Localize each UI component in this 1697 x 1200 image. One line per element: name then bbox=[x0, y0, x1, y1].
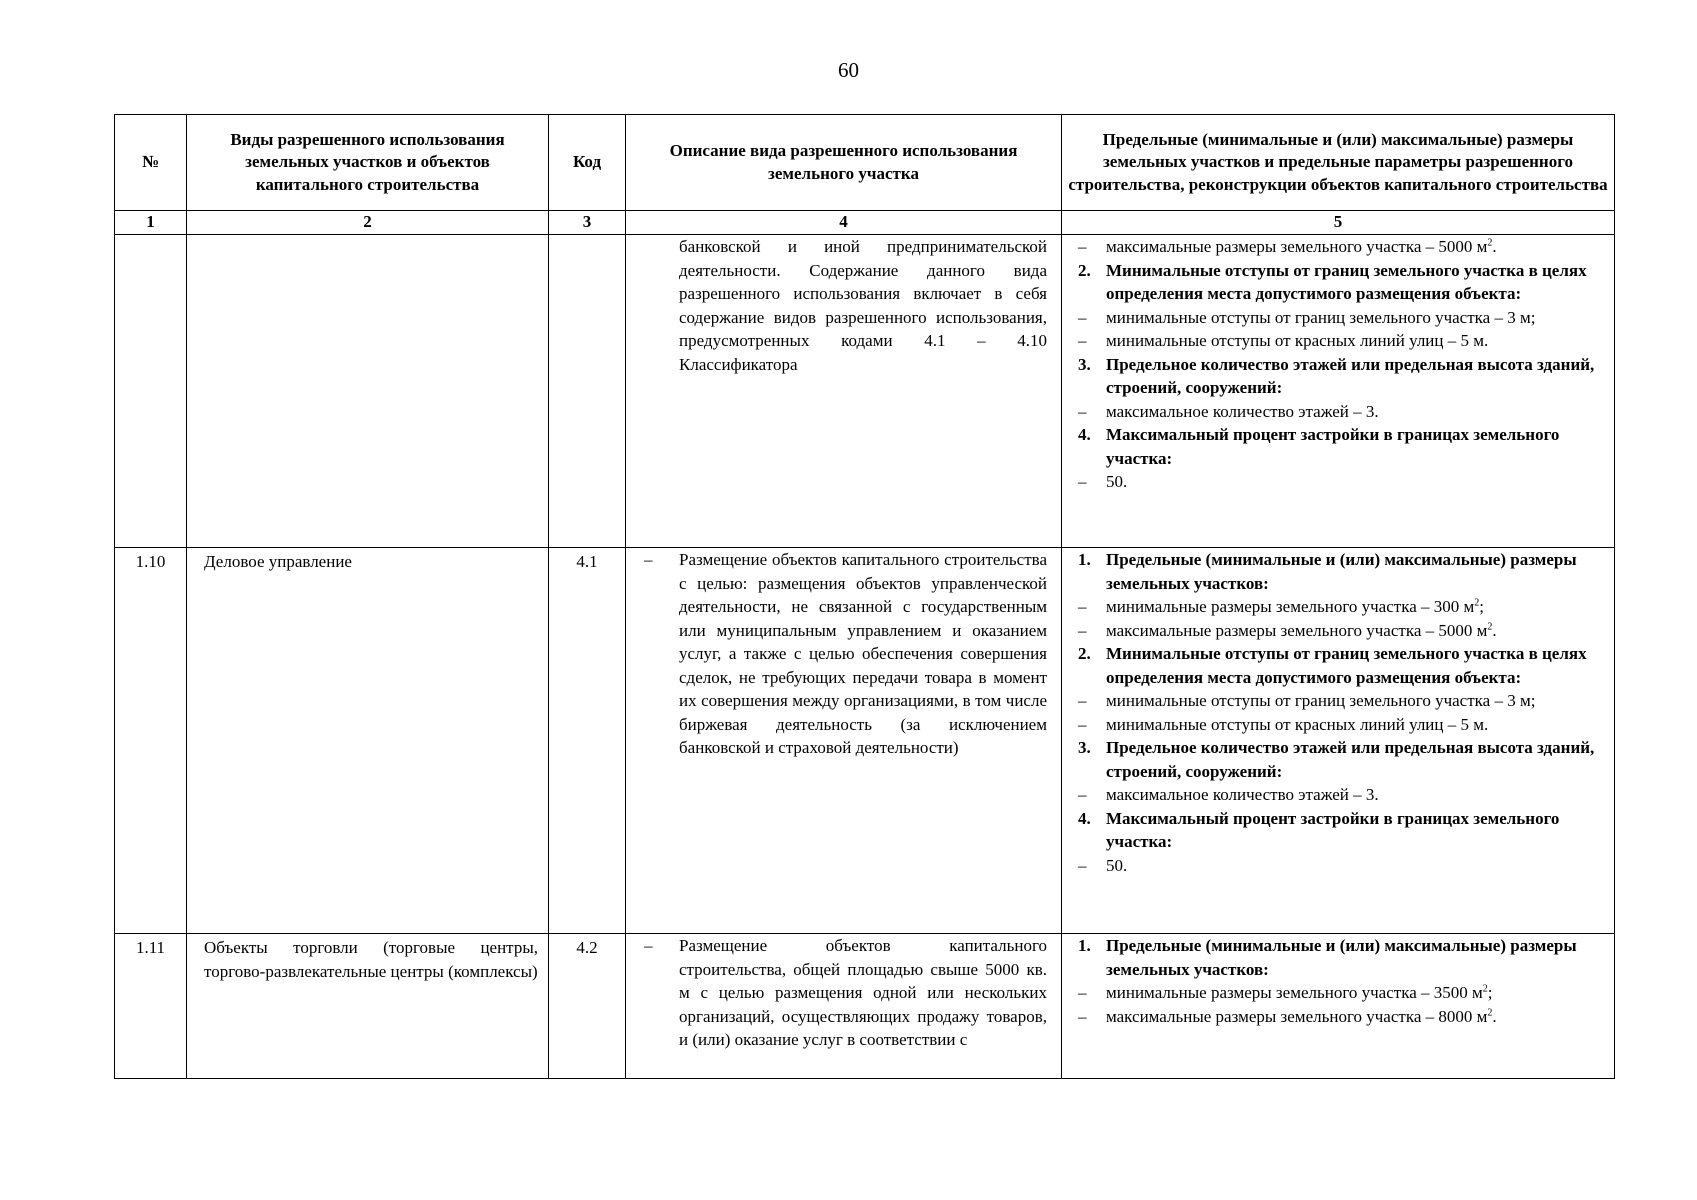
dash-bullet: – bbox=[1078, 331, 1087, 350]
limit-text-wrap bbox=[1106, 642, 1608, 689]
limit-item bbox=[1078, 713, 1608, 737]
limit-heading bbox=[1078, 353, 1608, 400]
superscript: 2 bbox=[1487, 1006, 1493, 1018]
limit-text: Максимальный процент застройки в границах земельного участка: bbox=[1106, 425, 1560, 468]
limit-text: максимальное количество этажей – 3. bbox=[1106, 785, 1379, 804]
limit-text-wrap bbox=[1106, 353, 1608, 400]
limit-text: минимальные размеры земельного участка – 3500 м bbox=[1106, 983, 1483, 1002]
limit-text-wrap bbox=[1106, 981, 1608, 1005]
limit-number: 3. bbox=[1078, 354, 1091, 374]
limit-text: максимальные размеры земельного участка – 5000 м bbox=[1106, 620, 1488, 640]
limit-heading bbox=[1078, 259, 1608, 306]
limit-item bbox=[1078, 981, 1608, 1005]
limit-text-wrap bbox=[1106, 306, 1608, 330]
limits-cell bbox=[1062, 548, 1615, 934]
limit-punct: . bbox=[1492, 620, 1497, 640]
limit-text: Минимальные отступы от границ земельного участка в целях определения места допустимого размещения объекта: bbox=[1106, 644, 1587, 687]
limit-item bbox=[1078, 1005, 1608, 1029]
limit-text: Предельное количество этажей или предельная высота зданий, строений, сооружений: bbox=[1106, 738, 1595, 781]
dash-bullet: – bbox=[1078, 237, 1087, 256]
limit-number: 4. bbox=[1078, 425, 1091, 444]
row-number bbox=[115, 235, 187, 548]
header-description: Описание вида разрешенного использования земельного участка bbox=[626, 115, 1062, 211]
limit-text-wrap bbox=[1106, 235, 1608, 259]
limit-text-wrap bbox=[1106, 783, 1608, 807]
limit-text-wrap bbox=[1106, 1005, 1608, 1029]
limit-text: максимальное количество этажей – 3. bbox=[1106, 401, 1379, 421]
dash-bullet: – bbox=[1078, 620, 1087, 640]
limit-number: 2. bbox=[1078, 644, 1091, 663]
limit-item bbox=[1078, 470, 1608, 494]
column-number: 5 bbox=[1062, 211, 1615, 235]
header-number: № bbox=[115, 115, 187, 211]
limit-text-wrap bbox=[1106, 619, 1608, 643]
use-type-code: 4.2 bbox=[549, 934, 626, 1079]
use-description bbox=[626, 235, 1062, 548]
limit-text: Предельное количество этажей или предельная высота зданий, строений, сооружений: bbox=[1106, 354, 1595, 397]
use-type-name: Деловое управление bbox=[187, 548, 549, 934]
limit-item bbox=[1078, 619, 1608, 643]
page-number: 60 bbox=[838, 58, 859, 82]
description-item bbox=[644, 548, 1047, 760]
limit-text: минимальные отступы от границ земельного участка – 3 м; bbox=[1106, 307, 1536, 327]
table-row bbox=[115, 235, 1615, 548]
limit-item bbox=[1078, 783, 1608, 807]
dash-bullet: – bbox=[1078, 472, 1087, 491]
header-use-type: Виды разрешенного использования земельных участков и объектов капитального строительства bbox=[187, 115, 549, 211]
limit-text: Предельные (минимальные и (или) максимальные) размеры земельных участков: bbox=[1106, 550, 1577, 593]
limit-text-wrap bbox=[1106, 548, 1608, 595]
use-description bbox=[626, 934, 1062, 1079]
table-row bbox=[115, 934, 1615, 1079]
column-number-row bbox=[115, 211, 1615, 235]
limit-text: Максимальный процент застройки в границах земельного участка: bbox=[1106, 808, 1560, 851]
limit-number: 1. bbox=[1078, 936, 1091, 955]
limit-text: Минимальные отступы от границ земельного участка в целях определения места допустимого размещения объекта: bbox=[1106, 260, 1587, 303]
limit-text: максимальные размеры земельного участка – 5000 м bbox=[1106, 237, 1488, 256]
limit-text-wrap bbox=[1106, 713, 1608, 737]
limit-text: минимальные отступы от красных линий улиц – 5 м. bbox=[1106, 714, 1489, 734]
limit-text: минимальные отступы от границ земельного участка – 3 м; bbox=[1106, 691, 1536, 710]
dash-bullet: – bbox=[1078, 401, 1087, 421]
superscript: 2 bbox=[1482, 983, 1488, 995]
limit-heading bbox=[1078, 807, 1608, 854]
limit-punct: . bbox=[1492, 1006, 1497, 1026]
use-type-code: 4.1 bbox=[549, 548, 626, 934]
column-number: 3 bbox=[549, 211, 626, 235]
limit-item bbox=[1078, 595, 1608, 619]
limit-text-wrap bbox=[1106, 934, 1608, 981]
regulations-table bbox=[114, 114, 1615, 1079]
header-limits: Предельные (минимальные и (или) максимальные) размеры земельных участков и предельные параметры разрешенного строительства, реконструкции объектов капитального строительства bbox=[1062, 115, 1615, 211]
limit-text-wrap bbox=[1106, 259, 1608, 306]
limit-text: 50. bbox=[1106, 472, 1128, 491]
use-description bbox=[626, 548, 1062, 934]
description-item bbox=[644, 934, 1047, 1052]
dash-bullet: – bbox=[1078, 597, 1087, 616]
limit-item bbox=[1078, 306, 1608, 330]
limit-text-wrap bbox=[1106, 854, 1608, 878]
limit-heading bbox=[1078, 548, 1608, 595]
superscript: 2 bbox=[1474, 597, 1480, 609]
limit-item bbox=[1078, 235, 1608, 259]
superscript: 2 bbox=[1487, 237, 1493, 249]
limit-item bbox=[1078, 329, 1608, 353]
limit-number: 1. bbox=[1078, 550, 1091, 569]
limit-punct: ; bbox=[1487, 983, 1493, 1002]
limit-text-wrap bbox=[1106, 470, 1608, 494]
limit-heading bbox=[1078, 423, 1608, 470]
limits-cell bbox=[1062, 934, 1615, 1079]
limit-text-wrap bbox=[1106, 400, 1608, 424]
dash-bullet: – bbox=[1078, 983, 1087, 1002]
dash-bullet: – bbox=[1078, 691, 1087, 710]
limit-number: 4. bbox=[1078, 808, 1091, 828]
use-type-code bbox=[549, 235, 626, 548]
limit-text: 50. bbox=[1106, 855, 1128, 875]
dash-bullet: – bbox=[644, 550, 653, 569]
limit-heading bbox=[1078, 736, 1608, 783]
limit-text-wrap bbox=[1106, 689, 1608, 713]
column-number: 4 bbox=[626, 211, 1062, 235]
dash-bullet: – bbox=[1078, 785, 1087, 804]
limit-text-wrap bbox=[1106, 329, 1608, 353]
description-text: банковской и иной предпринимательской деятельности. Содержание данного вида разрешенного использования включает в себя содержание видов разрешенного использования, предусмотренных кодами 4.1 – 4.10 Классификатора bbox=[679, 237, 1047, 374]
row-number: 1.10 bbox=[115, 548, 187, 934]
column-number: 2 bbox=[187, 211, 549, 235]
header-code: Код bbox=[549, 115, 626, 211]
description-text: Размещение объектов капитального строительства с целью: размещения объектов управленческой деятельности, не связанной с государственным или муниципальным управлением и оказанием услуг, а также с целью обеспечения совершения сделок, не требующих передачи товара в момент их совершения между организациями, в том числе биржевая деятельность (за исключением банковской и страховой деятельности) bbox=[679, 550, 1047, 757]
limit-number: 2. bbox=[1078, 260, 1091, 280]
limit-text-wrap bbox=[1106, 736, 1608, 783]
limit-text-wrap bbox=[1106, 807, 1608, 854]
dash-bullet: – bbox=[644, 936, 653, 955]
limit-number: 3. bbox=[1078, 738, 1091, 757]
dash-bullet: – bbox=[1078, 307, 1087, 327]
limit-item bbox=[1078, 400, 1608, 424]
limit-punct: ; bbox=[1479, 597, 1484, 616]
use-type-name bbox=[187, 235, 549, 548]
limit-text-wrap bbox=[1106, 595, 1608, 619]
dash-bullet: – bbox=[1078, 855, 1087, 875]
use-type-name: Объекты торговли (торговые центры, торгово-развлекательные центры (комплексы) bbox=[187, 934, 549, 1079]
limit-text: Предельные (минимальные и (или) максимальные) размеры земельных участков: bbox=[1106, 936, 1577, 979]
limit-heading bbox=[1078, 642, 1608, 689]
limit-item bbox=[1078, 689, 1608, 713]
dash-bullet: – bbox=[1078, 714, 1087, 734]
column-number: 1 bbox=[115, 211, 187, 235]
superscript: 2 bbox=[1487, 620, 1493, 632]
limit-text-wrap bbox=[1106, 423, 1608, 470]
table-row bbox=[115, 548, 1615, 934]
limit-punct: . bbox=[1492, 237, 1497, 256]
limit-item bbox=[1078, 854, 1608, 878]
limit-text: минимальные размеры земельного участка – 300 м bbox=[1106, 597, 1475, 616]
row-number: 1.11 bbox=[115, 934, 187, 1079]
table-header-row bbox=[115, 115, 1615, 211]
limit-text: максимальные размеры земельного участка – 8000 м bbox=[1106, 1006, 1488, 1026]
limit-text: минимальные отступы от красных линий улиц – 5 м. bbox=[1106, 331, 1489, 350]
description-text: Размещение объектов капитального строительства, общей площадью свыше 5000 кв. м с целью размещения одной или нескольких организаций, осуществляющих продажу товаров, и (или) оказание услуг в соответствии с bbox=[679, 936, 1047, 1049]
limits-cell bbox=[1062, 235, 1615, 548]
limit-heading bbox=[1078, 934, 1608, 981]
dash-bullet: – bbox=[1078, 1006, 1087, 1026]
